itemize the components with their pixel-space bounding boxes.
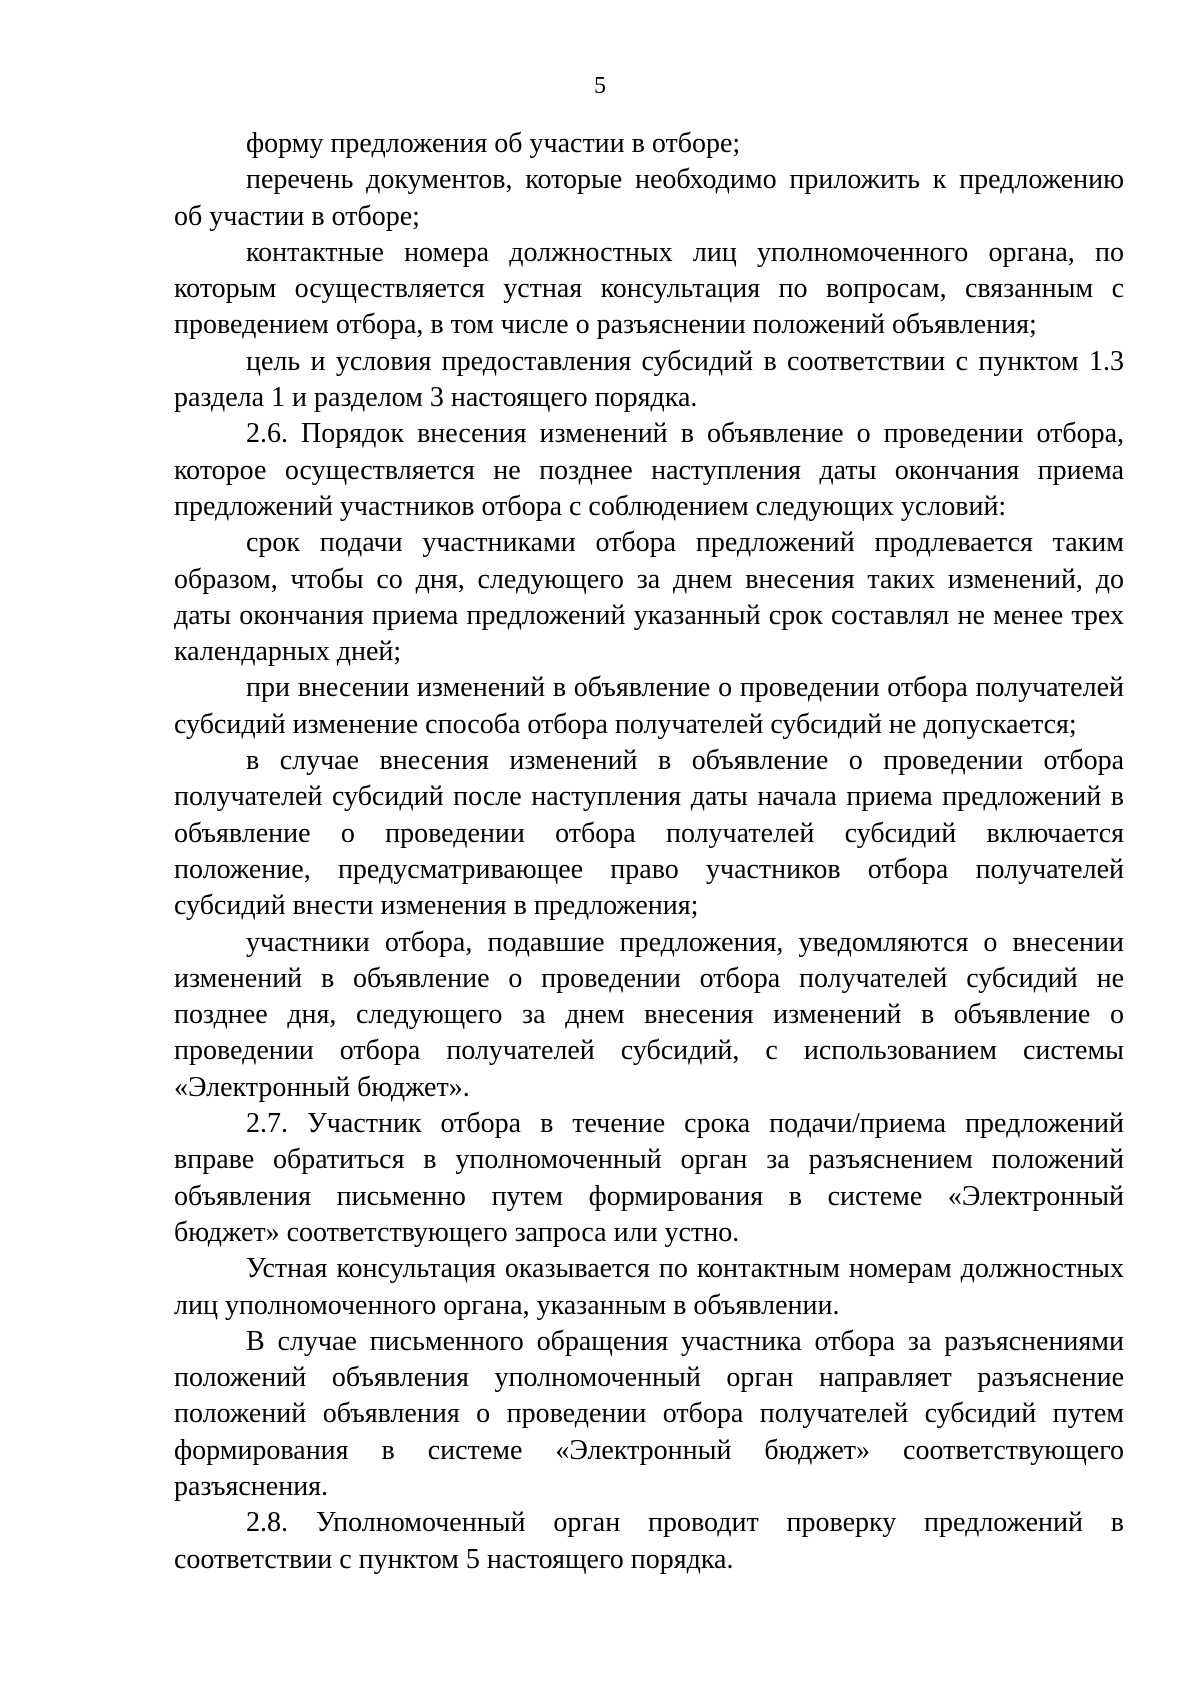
paragraph-purpose-conditions: цель и условия предоставления субсидий в соответствии с пунктом 1.3 раздела 1 и разделом 3 настоящего порядка. [174,345,1124,414]
paragraph-proposal-form: форму предложения об участии в отборе; [246,128,741,159]
paragraph-participant-notification: участники отбора, подавшие предложения, уведомляются о внесении изменений в объявление о проведении отбора получателей субсидий не позднее дня, следующего за днем внесения изменений в объявление о проведении отбора получателей субсидий, с использованием системы «Электронный бюджет». [174,926,1124,1103]
paragraph-deadline-extension: срок подачи участниками отбора предложений продлевается таким образом, чтобы со дня, следующего за днем внесения таких изменений, до даты окончания приема предложений указанный срок составлял не менее трех календарных дней; [174,527,1124,668]
paragraph-2-8: 2.8. Уполномоченный орган проводит проверку предложений в соответствии с пунктом 5 настоящего порядка. [174,1507,1124,1575]
paragraph-contact-numbers: контактные номера должностных лиц уполномоченного органа, по которым осуществляется устная консультация по вопросам, связанным с проведением отбора, в том числе о разъяснении положений объявления; [174,236,1124,341]
paragraph-selection-method: при внесении изменений в объявление о проведении отбора получателей субсидий изменение способа отбора получателей субсидий не допускается; [174,672,1124,740]
paragraph-2-6: 2.6. Порядок внесения изменений в объявление о проведении отбора, которое осуществляется не позднее наступления даты окончания приема предложений участников отбора с соблюдением следующих условий: [174,418,1124,522]
document-body [174,126,1124,1578]
paragraph-oral-consultation: Устная консультация оказывается по контактным номерам должностных лиц уполномоченного органа, указанным в объявлении. [174,1253,1124,1321]
paragraph-2-7: 2.7. Участник отбора в течение срока подачи/приема предложений вправе обратиться в уполномоченный орган за разъяснением положений объявления письменно путем формирования в системе «Электронный бюджет» соответствующего запроса или устно. [174,1108,1124,1248]
paragraph-written-request: В случае письменного обращения участника отбора за разъяснениями положений объявления уполномоченный орган направляет разъяснение положений объявления о проведении отбора получателей субсидий путем формирования в системе «Электронный бюджет» соответствующего разъяснения. [174,1325,1124,1502]
page-number: 5 [594,73,606,99]
paragraph-changes-after-start: в случае внесения изменений в объявление о проведении отбора получателей субсидий после наступления даты начала приема предложений в объявление о проведении отбора получателей субсидий включается положение, предусматривающее право участников отбора получателей субсидий внести изменения в предложения; [174,745,1124,922]
paragraph-documents-list: перечень документов, которые необходимо приложить к предложению об участии в отборе; [174,164,1124,232]
